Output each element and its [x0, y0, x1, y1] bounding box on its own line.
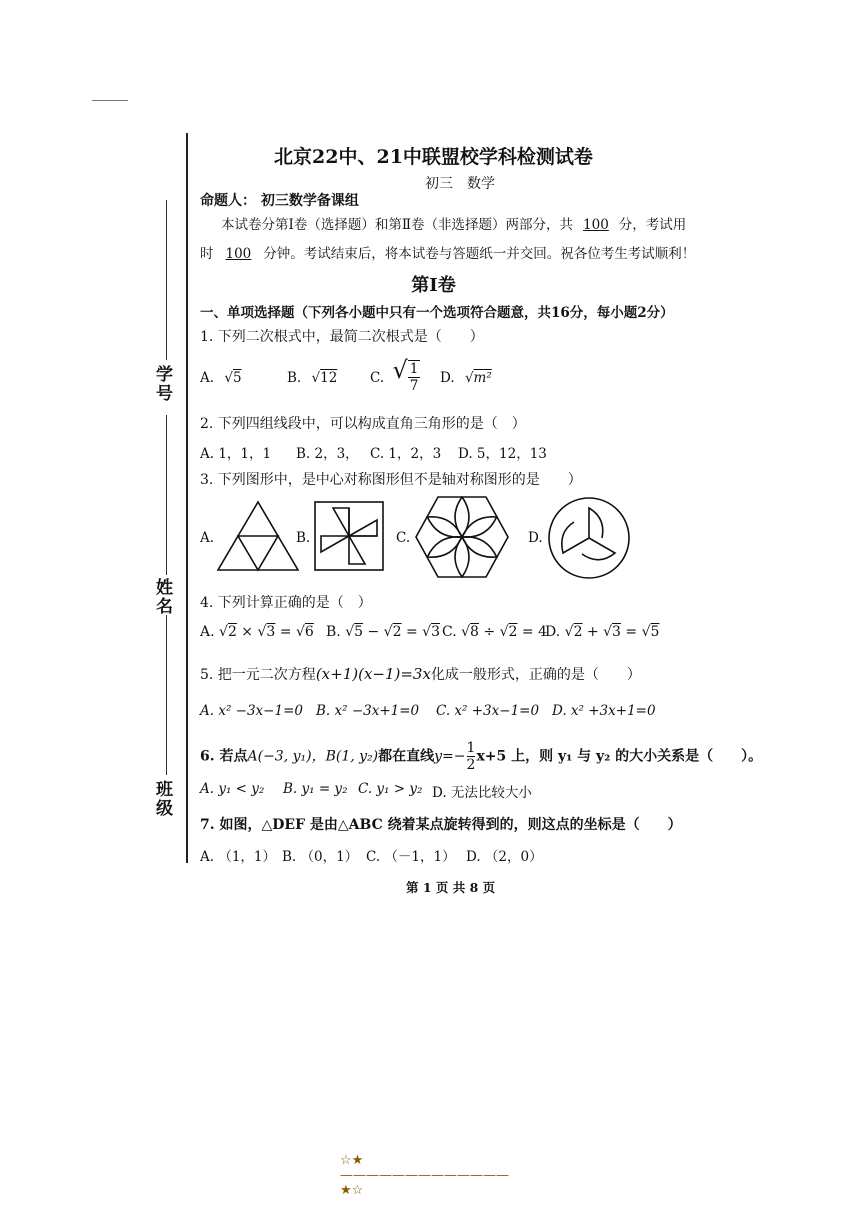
q3-option-d[interactable]: D.: [528, 530, 543, 546]
q3-stem: 3. 下列图形中，是中心对称图形但不是轴对称图形的是 ）: [200, 472, 582, 488]
q7-stem: 7. 如图，△DEF 是由△ABC 绕着某点旋转得到的，则这点的坐标是（ ）: [200, 817, 682, 833]
q7-option-b[interactable]: B. （0，1）: [282, 849, 359, 865]
q1-stem: 1. 下列二次根式中，最简二次根式是（ ）: [200, 329, 484, 345]
author-label: 命题人：: [200, 193, 256, 209]
q2-option-a[interactable]: A. 1，1，1: [200, 446, 272, 462]
q6-option-c[interactable]: C. y₁ > y₂: [358, 781, 423, 797]
q7-option-a[interactable]: A. （1，1）: [200, 849, 277, 865]
q2-stem: 2. 下列四组线段中，可以构成直角三角形的是（ ）: [200, 416, 526, 432]
q1-option-b[interactable]: B. √12: [287, 370, 338, 386]
q3-option-b[interactable]: B.: [296, 530, 311, 546]
q2-option-b[interactable]: B. 2，3，: [296, 446, 359, 462]
exam-title: 北京22中、21中联盟校学科检测试卷: [274, 146, 593, 168]
q3-option-a[interactable]: A.: [200, 530, 215, 546]
author: 初三数学备课组: [260, 193, 359, 209]
q5-option-b[interactable]: B. x² −3x+1=0: [316, 703, 420, 719]
q4-option-a[interactable]: A. √2 × √3 = √6: [200, 624, 314, 640]
margin-rule: [166, 415, 167, 575]
exam-subtitle: 初三 数学: [425, 176, 495, 192]
q6-option-a[interactable]: A. y₁ < y₂: [200, 781, 265, 797]
q5-option-c[interactable]: C. x² +3x−1=0: [436, 703, 540, 719]
name-label: 姓名: [152, 578, 172, 616]
q1-option-a[interactable]: A. √5: [200, 370, 242, 386]
margin-rule: [166, 615, 167, 775]
q4-stem: 4. 下列计算正确的是（ ）: [200, 595, 372, 611]
class-label: 班级: [152, 780, 172, 818]
q1-option-d[interactable]: D. √m²: [440, 370, 492, 386]
q2-option-d[interactable]: D. 5，12，13: [458, 446, 547, 462]
q6-stem: 6. 若点A(−3, y₁)，B(1, y₂)都在直线y=− $\frac{1}{2}$ x+5 上，则 y₁ 与 y₂ 的大小关系是（ ）。: [200, 740, 763, 773]
intro-line-1: 本试卷分第Ⅰ卷（选择题）和第Ⅱ卷（非选择题）两部分，共 100 分，考试用: [221, 217, 687, 233]
binding-line: [186, 133, 188, 863]
q4-option-d[interactable]: D. √2 + √3 = √5: [545, 624, 660, 640]
q5-option-d[interactable]: D. x² +3x+1=0: [552, 703, 656, 719]
q2-option-c[interactable]: C. 1，2，3: [370, 446, 442, 462]
exam-time: 100: [225, 246, 252, 262]
q6-option-d[interactable]: D. 无法比较大小: [432, 785, 532, 801]
q4-option-c[interactable]: C. √8 ÷ √2 = 4: [442, 624, 548, 640]
q6-option-b[interactable]: B. y₁ = y₂: [283, 781, 348, 797]
q7-option-d[interactable]: D. （2，0）: [466, 849, 543, 865]
q5-stem: 5. 把一元二次方程(x+1)(x−1)=3x化成一般形式，正确的是（ ）: [200, 665, 641, 683]
scan-mark: [92, 100, 128, 101]
student-id-label: 学号: [152, 365, 172, 403]
page-number: 第 1 页 共 8 页: [406, 880, 496, 895]
q3-option-c[interactable]: C.: [396, 530, 411, 546]
q1-option-c[interactable]: C. √ $\frac{1}{7}$: [370, 356, 419, 394]
q7-option-c[interactable]: C. （－1，1）: [366, 849, 456, 865]
intro-line-2: 时 100 分钟。考试结束后，将本试卷与答题纸一并交回。祝各位考生考试顺利！: [200, 246, 696, 262]
q4-option-b[interactable]: B. √5 − √2 = √3: [326, 624, 441, 640]
circle-swirl-figure: [544, 496, 634, 580]
total-score: 100: [583, 217, 609, 233]
triangle-figure: [216, 500, 300, 572]
pinwheel-figure: [313, 500, 385, 572]
q5-option-a[interactable]: A. x² −3x−1=0: [200, 703, 303, 719]
footer-decoration: ☆★—————————————★☆: [340, 1153, 509, 1198]
part1-heading: 一、单项选择题（下列各小题中只有一个选项符合题意，共16分，每小题2分）: [200, 305, 674, 321]
hexagon-flower-figure: [414, 495, 510, 579]
section-title: 第Ⅰ卷: [411, 275, 456, 296]
